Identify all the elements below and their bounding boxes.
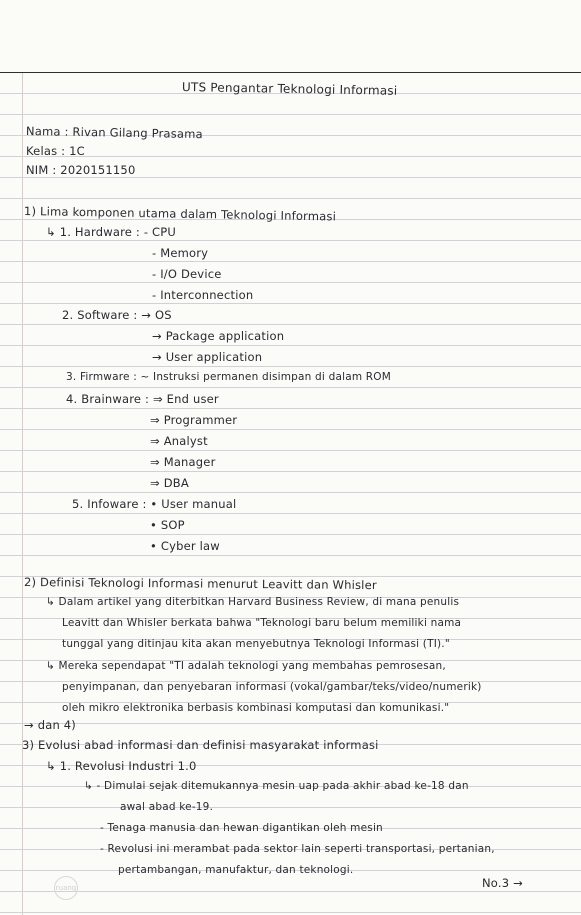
q2-heading: 2) Definisi Teknologi Informasi menurut Leavitt dan Whisler bbox=[23, 575, 377, 593]
student-class: Kelas : 1C bbox=[26, 144, 85, 158]
top-rule bbox=[0, 72, 581, 73]
page-top-margin bbox=[0, 0, 581, 72]
q3-line: ↳ - Dimulai sejak ditemukannya mesin uap pada akhir abad ke-18 dan bbox=[84, 780, 469, 792]
q2-line: ↳ Dalam artikel yang diterbitkan Harvard Business Review, di mana penulis bbox=[46, 596, 460, 608]
ruled-line bbox=[0, 912, 581, 913]
ruled-line bbox=[0, 303, 581, 304]
q3-line: awal abad ke-19. bbox=[120, 801, 214, 813]
q2-note: → dan 4) bbox=[24, 718, 76, 732]
q1-infoware: 5. Infoware : • User manual bbox=[72, 497, 237, 511]
ruled-line bbox=[0, 555, 581, 556]
q1-infoware-item: • Cyber law bbox=[150, 539, 220, 553]
ruled-line bbox=[0, 429, 581, 430]
ruled-line bbox=[0, 324, 581, 325]
ruled-line bbox=[0, 534, 581, 535]
ruled-line bbox=[0, 114, 581, 115]
ruled-line bbox=[0, 177, 581, 178]
ruled-line bbox=[0, 345, 581, 346]
ruled-line bbox=[0, 492, 581, 493]
student-name: Nama : Rivan Gilang Prasama bbox=[25, 124, 203, 142]
ruled-line bbox=[0, 723, 581, 724]
ruled-line bbox=[0, 471, 581, 472]
q3-subheading: ↳ 1. Revolusi Industri 1.0 bbox=[46, 759, 197, 773]
q1-software: 2. Software : → OS bbox=[62, 308, 172, 322]
q1-heading: 1) Lima komponen utama dalam Teknologi Informasi bbox=[23, 204, 337, 224]
q1-software-item: → User application bbox=[152, 350, 263, 364]
ruled-line bbox=[0, 513, 581, 514]
q1-brainware-item: ⇒ Manager bbox=[150, 455, 216, 469]
q1-hardware-item: - I/O Device bbox=[152, 267, 222, 281]
ruled-line bbox=[0, 807, 581, 808]
q2-line: ↳ Mereka sependapat "TI adalah teknologi yang membahas pemrosesan, bbox=[46, 660, 446, 672]
q1-hardware: ↳ 1. Hardware : - CPU bbox=[46, 225, 177, 239]
q1-brainware-item: ⇒ Programmer bbox=[150, 413, 238, 427]
ruled-line bbox=[0, 198, 581, 199]
ruled-line bbox=[0, 282, 581, 283]
ruled-line bbox=[0, 156, 581, 157]
q1-infoware-item: • SOP bbox=[150, 518, 185, 532]
q3-line: pertambangan, manufaktur, dan teknologi. bbox=[118, 864, 354, 876]
q2-line: Leavitt dan Whisler berkata bahwa "Teknologi baru belum memiliki nama bbox=[62, 617, 462, 629]
ruled-line bbox=[0, 450, 581, 451]
q2-line: oleh mikro elektronika berbasis kombinasi komputasi dan komunikasi." bbox=[62, 702, 450, 714]
q1-brainware-item: ⇒ DBA bbox=[150, 476, 189, 490]
q1-brainware-item: ⇒ Analyst bbox=[150, 434, 208, 448]
q2-line: penyimpanan, dan penyebaran informasi (vokal/gambar/teks/video/numerik) bbox=[62, 681, 482, 693]
q3-heading: 3) Evolusi abad informasi dan definisi masyarakat informasi bbox=[22, 738, 379, 752]
student-nim: NIM : 2020151150 bbox=[26, 163, 136, 177]
ruled-line bbox=[0, 408, 581, 409]
ruled-line bbox=[0, 366, 581, 367]
ruled-line bbox=[0, 891, 581, 892]
q3-line: - Revolusi ini merambat pada sektor lain seperti transportasi, pertanian, bbox=[100, 843, 495, 855]
watermark-logo: ruang bbox=[54, 876, 78, 900]
q1-firmware: 3. Firmware : ~ Instruksi permanen disimpan di dalam ROM bbox=[66, 371, 392, 383]
q1-software-item: → Package application bbox=[152, 329, 285, 343]
q2-line: tunggal yang ditinjau kita akan menyebutnya Teknologi Informasi (TI)." bbox=[62, 638, 450, 650]
q1-hardware-item: - Interconnection bbox=[152, 288, 254, 302]
next-page-note: No.3 → bbox=[482, 876, 523, 890]
q1-hardware-item: - Memory bbox=[152, 246, 209, 260]
q1-brainware: 4. Brainware : ⇒ End user bbox=[66, 392, 219, 406]
ruled-line bbox=[0, 240, 581, 241]
q3-line: - Tenaga manusia dan hewan digantikan oleh mesin bbox=[100, 822, 383, 834]
ruled-line bbox=[0, 261, 581, 262]
page-title: UTS Pengantar Teknologi Informasi bbox=[181, 80, 398, 98]
ruled-line bbox=[0, 387, 581, 388]
